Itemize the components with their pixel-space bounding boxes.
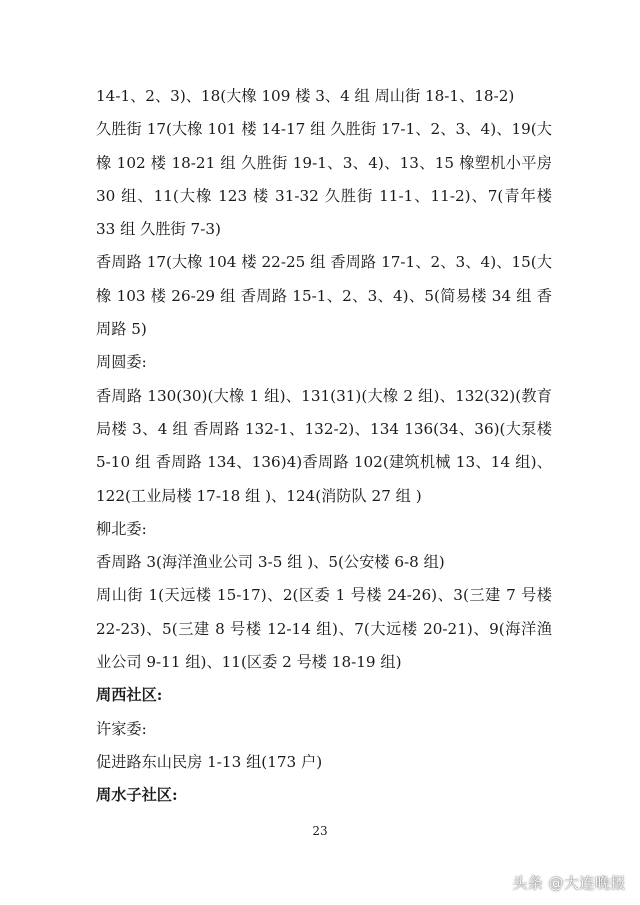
paragraph-11: 促进路东山民房 1-13 组(173 户) xyxy=(96,752,323,771)
section-heading-zhouxi: 周西社区: xyxy=(96,686,163,705)
paragraph-2: 久胜街 17(大橡 101 楼 14-17 组 久胜街 17-1、2、3、4)、19(大橡 102 楼 18-21 组 久胜街 19-1、3、4)、13、15 橡塑机小平房 30 组、11(大橡 123 楼 31-32 久胜街 11-1、11-2)、7(青年楼 33 组 久胜街 7-3) xyxy=(96,120,552,239)
paragraph-3: 香周路 17(大橡 104 楼 22-25 组 香周路 17-1、2、3、4)、15(大橡 103 楼 26-29 组 香周路 15-1、2、3、4)、5(简易楼 34 组 香周路 5) xyxy=(96,253,552,339)
page-number: 23 xyxy=(312,824,328,838)
section-heading-zhoushuizi: 周水子社区: xyxy=(96,786,178,805)
paragraph-8: 周山街 1(天远楼 15-17)、2(区委 1 号楼 24-26)、3(三建 7 号楼 22-23)、5(三建 8 号楼 12-14 组)、7(大远楼 20-21)、9(海洋渔业公司 9-11 组)、11(区委 2 号楼 18-19 组) xyxy=(96,586,552,672)
committee-heading-xujia: 许家委: xyxy=(96,719,147,738)
committee-heading-zhouyuan: 周圆委: xyxy=(96,353,147,372)
committee-heading-liubei: 柳北委: xyxy=(96,519,147,538)
paragraph-1: 14-1、2、3)、18(大橡 109 楼 3、4 组 周山街 18-1、18-2) xyxy=(96,87,515,105)
paragraph-7: 香周路 3(海洋渔业公司 3-5 组 )、5(公安楼 6-8 组) xyxy=(96,553,445,572)
document-body xyxy=(96,80,552,813)
watermark-logo: 头条 @大连晚报 xyxy=(512,874,626,892)
paragraph-5: 香周路 130(30)(大橡 1 组)、131(31)(大橡 2 组)、132(32)(教育局楼 3、4 组 香周路 132-1、132-2)、134 136(34、36)(大泵楼 5-10 组 香周路 134、136)4)香周路 102(建筑机械 13、14 组)、122(工业局楼 17-18 组 )、124(消防队 27 组 ) xyxy=(96,386,552,505)
